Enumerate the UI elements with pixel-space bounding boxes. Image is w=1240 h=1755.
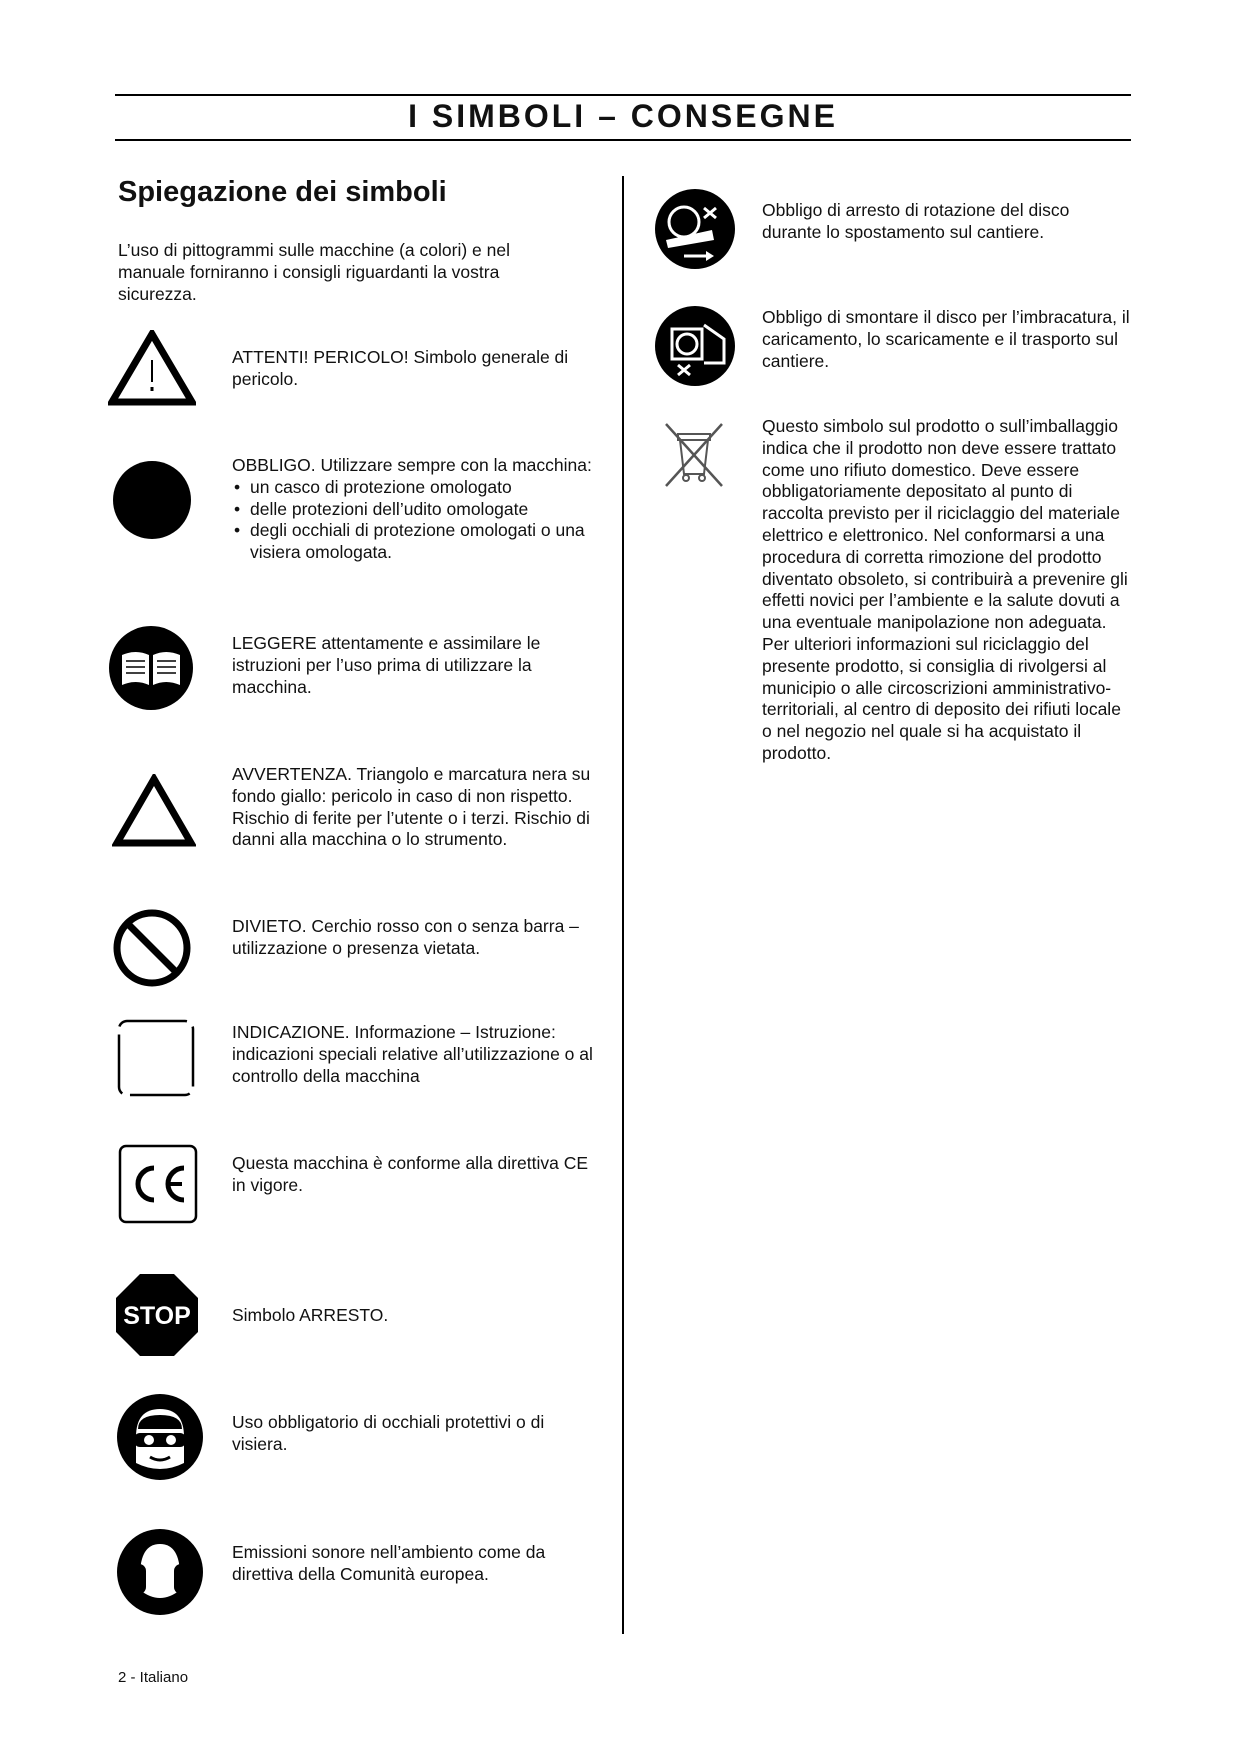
top-rule — [115, 94, 1131, 96]
symbol-text: AVVERTENZA. Triangolo e marcatura nera su fondo giallo: pericolo in caso di non rispetto. Rischio di ferite per l’utente o i terzi. Rischio di danni alla macchina o lo strumento. — [232, 764, 591, 850]
symbol-text: OBBLIGO. Utilizzare sempre con la macchina: — [232, 455, 592, 475]
symbol-text: INDICAZIONE. Informazione – Istruzione: indicazioni speciali relative all’utilizzazione o al controllo della macchina — [232, 1022, 593, 1086]
read-manual-icon — [108, 625, 194, 711]
safety-goggles-icon — [116, 1393, 204, 1481]
symbol-text: Emissioni sonore nell’ambiento come da direttiva della Comunità europea. — [232, 1542, 546, 1584]
ce-mark-icon — [118, 1144, 198, 1224]
stop-sign-label: STOP — [123, 1302, 191, 1330]
symbol-text: Simbolo ARRESTO. — [232, 1305, 389, 1325]
symbol-text: DIVIETO. Cerchio rosso con o senza barra – utilizzazione o presenza vietata. — [232, 916, 579, 958]
symbol-text: Questo simbolo sul prodotto o sull’imballaggio indica che il prodotto non deve essere trattato come uno rifiuto domestico. Deve essere obbligatoriamente depositato al punto di raccolta previsto per il riciclaggio del materiale elettrico e elettronico. Nel conformarsi a una procedura di corretta rimozione del prodotto diventato obsoleto, si contribuirà a prevenire gli effetti novici per l’ambiente e la salute dovuti a una eventuale manipolazione non adeguata. Per ulteriori informazioni sul riciclaggio del presente prodotto, si consiglia di rivolgersi al municipio o alle circoscrizioni amministrativo-territoriali, al centro di deposito dei rifiuti locale o nel negozio nel quale si ha acquistato il prodotto. — [762, 416, 1128, 763]
symbol-text: Obbligo di arresto di rotazione del disco durante lo spostamento sul cantiere. — [762, 200, 1070, 242]
title-underline — [115, 139, 1131, 141]
symbol-text: ATTENTI! PERICOLO! Simbolo generale di pericolo. — [232, 347, 569, 389]
disc-stop-transport-icon — [654, 188, 736, 270]
symbol-text: LEGGERE attentamente e assimilare le istruzioni per l’uso prima di utilizzare la macchina. — [232, 633, 541, 697]
section-heading: Spiegazione dei simboli — [118, 176, 447, 208]
ear-protection-icon — [116, 1528, 204, 1616]
symbol-text: Obbligo di smontare il disco per l’imbracatura, il caricamento, lo scaricamente e il trasporto sul cantiere. — [762, 307, 1130, 371]
remove-disc-icon — [654, 305, 736, 387]
list-item: • degli occhiali di protezione omologati o una visiera omologata. — [232, 520, 602, 564]
information-square-icon — [116, 1018, 196, 1098]
warning-triangle-exclamation-icon — [108, 330, 196, 406]
bullet-list — [232, 477, 602, 564]
column-divider — [622, 176, 624, 1634]
list-item: • delle protezioni dell’udito omologate — [232, 499, 602, 521]
symbol-text: Uso obbligatorio di occhiali protettivi o di visiera. — [232, 1412, 545, 1454]
crossed-out-bin-icon — [656, 416, 732, 492]
intro-paragraph: L’uso di pittogrammi sulle macchine (a colori) e nel manuale forniranno i consigli riguardanti la vostra sicurezza. — [118, 240, 510, 304]
symbol-text: Questa macchina è conforme alla direttiva CE in vigore. — [232, 1153, 588, 1195]
page-title: I SIMBOLI – CONSEGNE — [408, 98, 838, 134]
warning-triangle-icon — [112, 774, 196, 848]
symbol-text-block — [232, 455, 602, 564]
prohibition-icon — [112, 908, 192, 988]
list-item: • un casco di protezione omologato — [232, 477, 602, 499]
page-footer: 2 - Italiano — [118, 1669, 189, 1686]
stop-sign-icon — [114, 1272, 200, 1358]
obligation-circle-icon — [112, 460, 192, 540]
